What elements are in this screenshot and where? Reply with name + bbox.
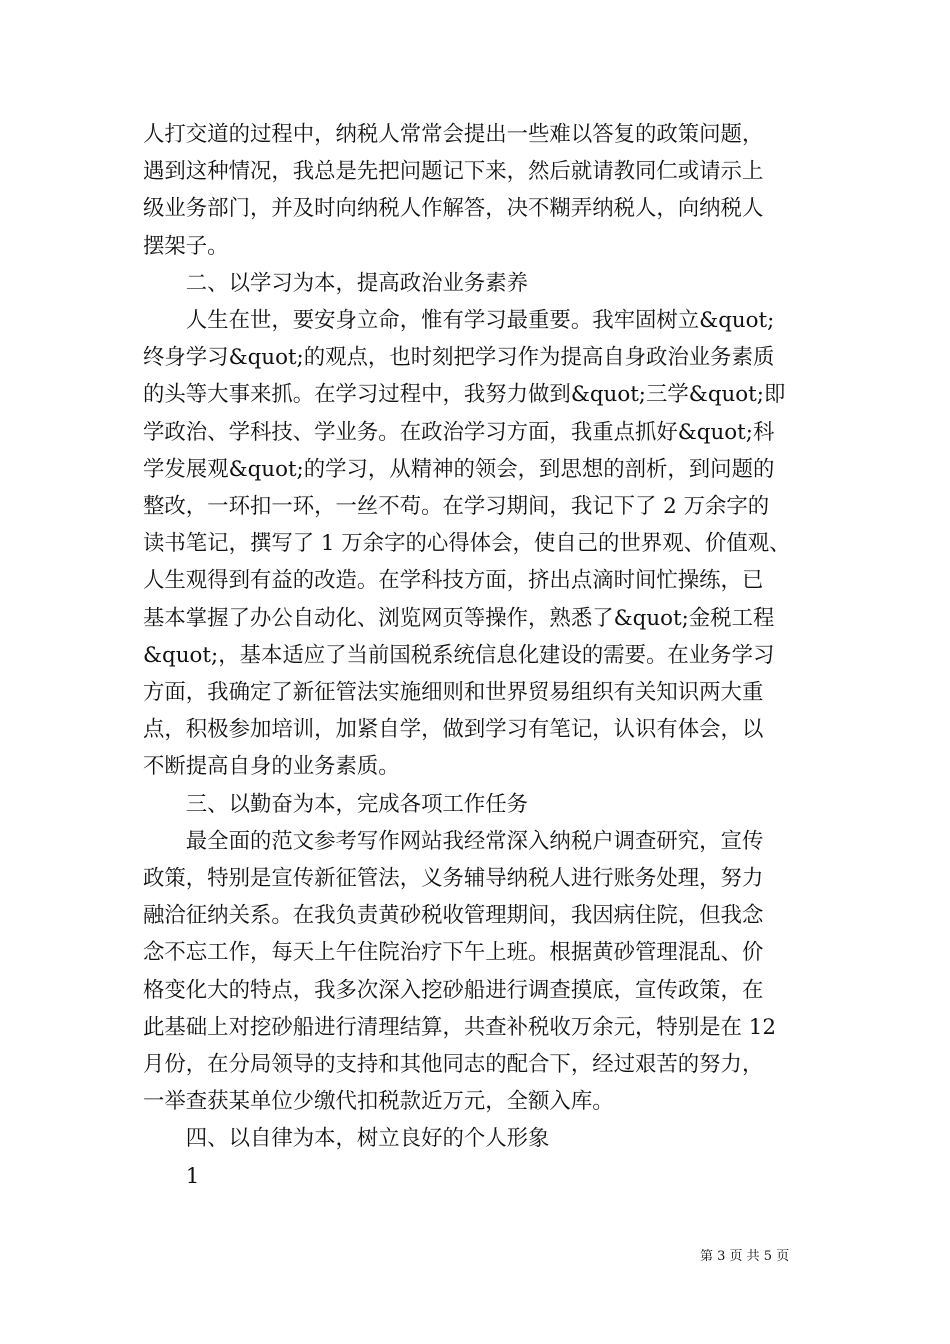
text-line: 人生观得到有益的改造。在学科技方面，挤出点滴时间忙操练，已: [143, 568, 764, 594]
text-line: 摆架子。: [143, 233, 229, 259]
text-line: 人生在世，要安身立命，惟有学习最重要。我牢固树立&quot;: [143, 308, 775, 333]
text-line: 级业务部门，并及时向纳税人作解答，决不糊弄纳税人，向纳税人: [143, 196, 764, 222]
text-line: 基本掌握了办公自动化、浏览网页等操作，熟悉了&quot;金税工程: [143, 605, 775, 631]
text-line: 终身学习&quot;的观点，也时刻把学习作为提高自身政治业务素质: [143, 345, 775, 371]
text-line: 融洽征纳关系。在我负责黄砂税收管理期间，我因病住院，但我念: [143, 903, 764, 929]
text-line: 点，积极参加培训，加紧自学，做到学习有笔记，认识有体会，以: [143, 717, 764, 743]
text-line: 1: [143, 1163, 200, 1189]
text-line: 四、以自律为本，树立良好的个人形象: [143, 1126, 550, 1152]
text-line: 方面，我确定了新征管法实施细则和世界贸易组织有关知识两大重: [143, 680, 764, 705]
text-line: 整改，一环扣一环，一丝不苟。在学习期间，我记下了 2 万余字的: [143, 494, 770, 519]
text-line: 人打交道的过程中，纳税人常常会提出一些难以答复的政策问题，: [143, 122, 764, 147]
text-line: 月份，在分局领导的支持和其他同志的配合下，经过艰苦的努力，: [143, 1052, 764, 1077]
text-line: 最全面的范文参考写作网站我经常深入纳税户调查研究，宣传: [143, 828, 764, 854]
text-line: 念不忘工作，每天上午住院治疗下午上班。根据黄砂管理混乱、价: [143, 940, 764, 966]
text-line: 格变化大的特点，我多次深入挖砂船进行调查摸底，宣传政策，在: [143, 977, 764, 1003]
text-line: 不断提高自身的业务素质。: [143, 754, 400, 780]
text-line: 学政治、学科技、学业务。在政治学习方面，我重点抓好&quot;科: [143, 419, 775, 445]
text-line: 三、以勤奋为本，完成各项工作任务: [143, 791, 529, 817]
text-line: 学发展观&quot;的学习，从精神的领会，到思想的剖析，到问题的: [143, 456, 775, 482]
text-line: 一举查获某单位少缴代扣税款近万元，全额入库。: [143, 1089, 614, 1115]
text-line: 遇到这种情况，我总是先把问题记下来，然后就请教同仁或请示上: [143, 159, 764, 185]
text-line: &quot;，基本适应了当前国税系统信息化建设的需要。在业务学习: [143, 642, 775, 668]
text-line: 读书笔记，撰写了 1 万余字的心得体会，使自己的世界观、价值观、: [143, 531, 791, 557]
page-footer: 第 3 页 共 5 页: [700, 1249, 790, 1264]
text-line: 政策，特别是宣传新征管法，义务辅导纳税人进行账务处理，努力: [143, 866, 764, 891]
text-line: 二、以学习为本，提高政治业务素养: [143, 270, 529, 296]
text-line: 此基础上对挖砂船进行清理结算，共查补税收万余元，特别是在 12: [143, 1014, 776, 1040]
text-line: 的头等大事来抓。在学习过程中，我努力做到&quot;三学&quot;即: [143, 382, 786, 408]
